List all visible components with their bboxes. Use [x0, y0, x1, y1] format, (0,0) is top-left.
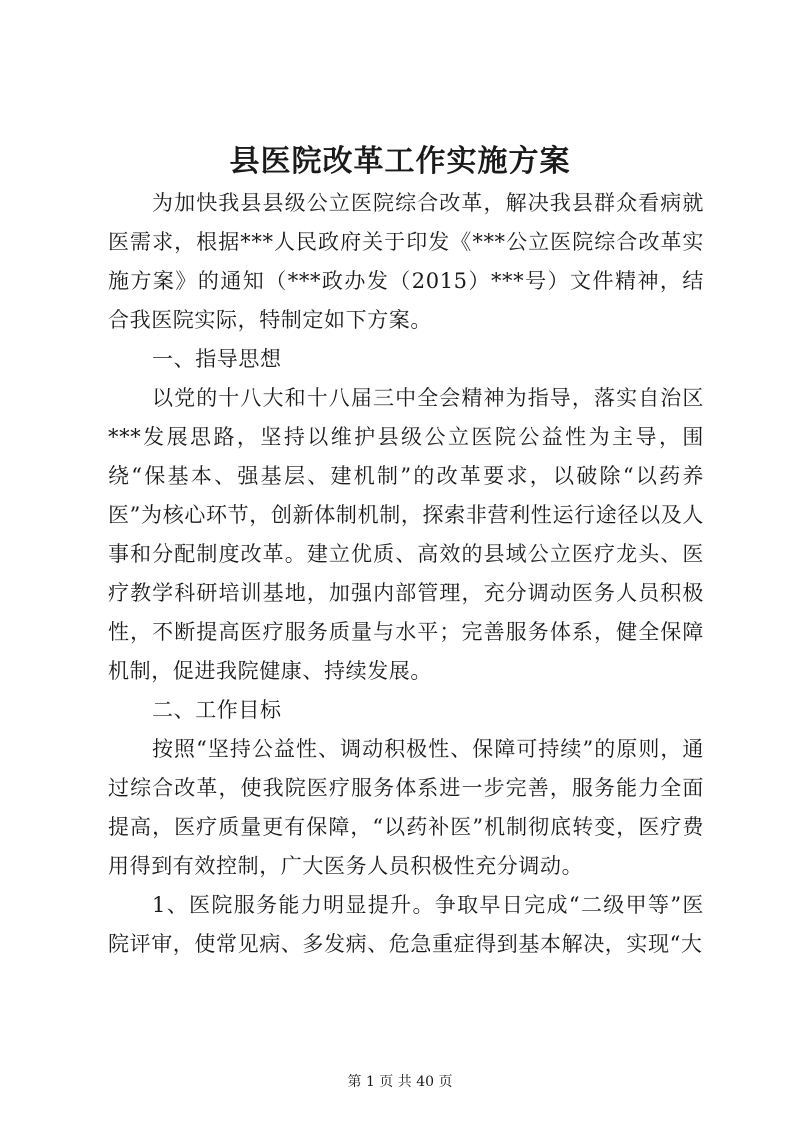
document-title: 县医院改革工作实施方案 — [229, 144, 571, 179]
work-goals-paragraph: 按照“坚持公益性、调动积极性、保障可持续”的原则，通过综合改革，使我院医疗服务体系进一步完善，服务能力全面提高，医疗质量更有保障，“以药补医”机制彻底转变，医疗费用得到有效控制，广大医务人员积极性充分调动。 — [108, 737, 704, 878]
goal-item-1-paragraph: 1、医院服务能力明显提升。争取早日完成“二级甲等”医院评审，使常见病、多发病、危急重症得到基本解决，实现“大 — [108, 893, 704, 956]
section-heading-work-goals: 二、工作目标 — [152, 698, 282, 722]
document-body — [108, 184, 704, 964]
section-heading-guiding-ideology: 一、指导思想 — [152, 347, 282, 371]
intro-paragraph: 为加快我县县级公立医院综合改革，解决我县群众看病就医需求，根据***人民政府关于印发《***公立医院综合改革实施方案》的通知（***政办发（2015）***号）文件精神，结合我医院实际，特制定如下方案。 — [108, 191, 704, 332]
guiding-ideology-paragraph: 以党的十八大和十八届三中全会精神为指导，落实自治区***发展思路，坚持以维护县级公立医院公益性为主导，围绕“保基本、强基层、建机制”的改革要求，以破除“以药养医”为核心环节，创新体制机制，探索非营利性运行途径以及人事和分配制度改革。建立优质、高效的县域公立医疗龙头、医疗教学科研培训基地，加强内部管理，充分调动医务人员积极性，不断提高医疗服务质量与水平；完善服务体系，健全保障机制，促进我院健康、持续发展。 — [108, 386, 704, 683]
page-number-footer: 第 1 页 共 40 页 — [347, 1074, 453, 1090]
